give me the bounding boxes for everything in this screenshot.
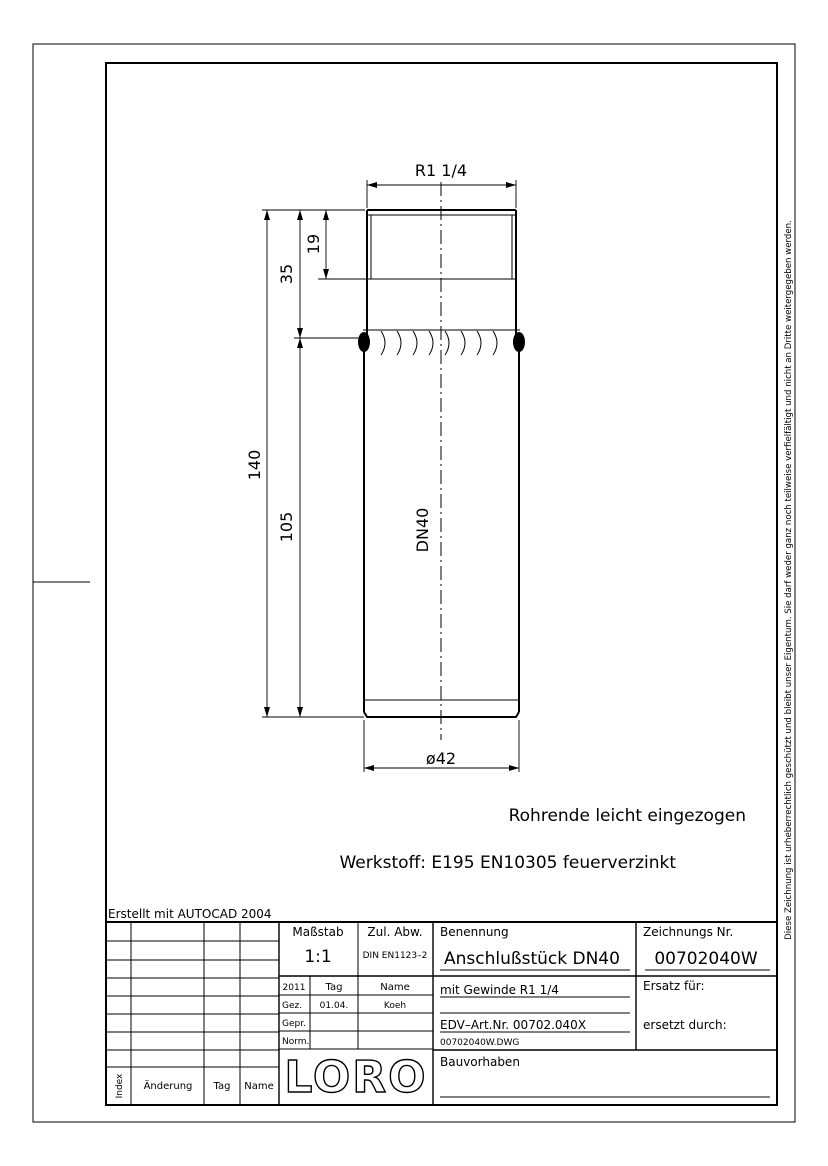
dim-35-label: 35 [277, 263, 296, 285]
rev-header-name: Name [244, 1081, 274, 1092]
thread-dimension-label: R1 1/4 [414, 161, 468, 180]
approval-name-header: Name [380, 982, 410, 993]
project-label: Bauvorhaben [440, 1055, 520, 1069]
replaces-label: Ersatz für: [643, 979, 705, 993]
checked-label: Gepr. [282, 1019, 306, 1029]
title-label: Benennung [440, 925, 509, 939]
rev-header-day: Tag [213, 1081, 231, 1092]
part-geometry [358, 182, 525, 740]
scale-label: Maßstab [292, 925, 344, 939]
pipe-end-note: Rohrende leicht eingezogen [508, 806, 746, 826]
pipe-size-label: DN40 [413, 507, 432, 553]
article-number: EDV–Art.Nr. 00702.040X [440, 1018, 587, 1032]
approval-day-header: Tag [325, 982, 343, 993]
rev-header-change: Änderung [143, 1081, 193, 1092]
dim-105-label: 105 [277, 511, 296, 543]
drawing-number-label: Zeichnungs Nr. [643, 925, 734, 939]
rev-header-index: Index [115, 1073, 125, 1099]
scale-value: 1:1 [304, 947, 332, 967]
copyright-note: Diese Zeichnung ist urheberrechtlich geschützt und bleibt unser Eigentum. Sie darf weder ganz noch teilweise verfielfältigt und nicht an Dritte weitergegeben werden. [784, 220, 794, 940]
subtitle: mit Gewinde R1 1/4 [440, 983, 559, 997]
drawn-name: Koeh [383, 1001, 407, 1011]
replaced-by-label: ersetzt durch: [643, 1018, 727, 1032]
revision-table [106, 922, 279, 1105]
tolerance-label: Zul. Abw. [367, 925, 423, 939]
diameter-dimension-label: ø42 [425, 749, 457, 768]
dim-19-label: 19 [304, 233, 323, 255]
weld-symbol-arcs [381, 331, 497, 355]
norm-label: Norm. [282, 1037, 310, 1047]
tolerance-value: DIN EN1123–2 [362, 951, 428, 961]
weld-bead-right [513, 332, 525, 352]
dimensions [245, 161, 519, 772]
file-name: 00702040W.DWG [440, 1038, 520, 1048]
dim-140-label: 140 [245, 449, 264, 481]
drawing-number-value: 00702040W [654, 949, 758, 969]
approval-year: 2011 [282, 983, 306, 993]
weld-bead-left [358, 332, 370, 352]
material-note: Werkstoff: E195 EN10305 feuerverzinkt [339, 853, 676, 873]
drawn-label: Gez. [282, 1001, 303, 1011]
loro-logo: LORO [284, 1052, 428, 1103]
title-value: Anschlußstück DN40 [444, 949, 620, 969]
created-with-note: Erstellt mit AUTOCAD 2004 [108, 907, 272, 921]
title-block [106, 922, 777, 1105]
drawn-date: 01.04. [319, 1001, 349, 1011]
